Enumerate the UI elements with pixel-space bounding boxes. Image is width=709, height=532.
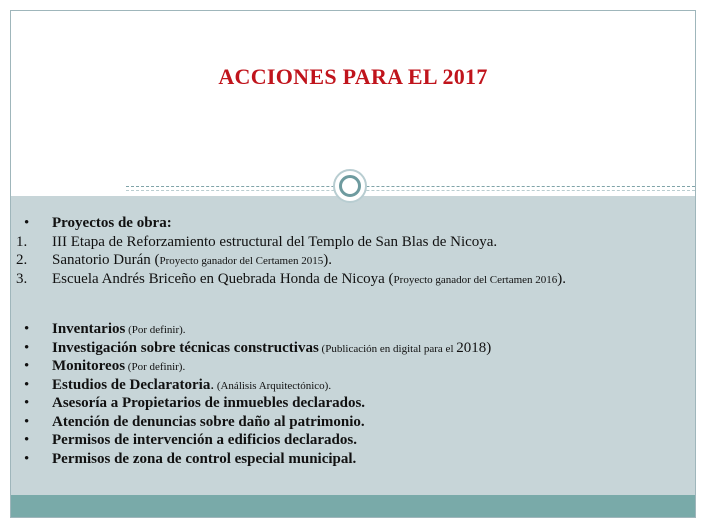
- section-heading: Proyectos de obra:: [52, 215, 172, 231]
- bullet-item: [16, 413, 676, 432]
- item-label: Atención de denuncias sobre daño al patrimonio.: [52, 413, 365, 430]
- bullet: •: [24, 321, 30, 337]
- divider-line-secondary: [126, 190, 695, 191]
- circle-ornament-inner: [339, 175, 361, 197]
- item-text-main: Escuela Andrés Briceño en Quebrada Honda de Nicoya (: [52, 270, 394, 287]
- item-text: [52, 270, 566, 290]
- slide-title: ACCIONES PARA EL 2017: [218, 64, 488, 89]
- bullet-item: [16, 376, 676, 395]
- bullet-item: [16, 357, 676, 376]
- item-note: Proyecto ganador del Certamen 2016: [393, 273, 558, 286]
- bullet-item: [16, 394, 676, 413]
- item-text: [52, 251, 332, 271]
- item-note: Proyecto ganador del Certamen 2015: [159, 255, 324, 267]
- title-area: [11, 11, 695, 186]
- bullet: •: [24, 432, 30, 448]
- bullet: •: [24, 358, 30, 374]
- bullet: •: [24, 376, 30, 393]
- bullet-item: [16, 339, 676, 358]
- item-text: [52, 357, 185, 377]
- item-note: (Análisis Arquitectónico).: [214, 379, 332, 392]
- item-label: Estudios de Declaratoria: [52, 376, 211, 393]
- item-number: 2.: [16, 252, 28, 268]
- item-label: Permisos de intervención a edificios declarados.: [52, 432, 357, 448]
- numbered-item: [16, 251, 676, 270]
- item-note: (Por definir).: [125, 361, 186, 373]
- body-text: [16, 214, 676, 468]
- item-tail: ).: [557, 270, 567, 287]
- item-text: [52, 233, 497, 252]
- footer-bar: [11, 495, 695, 517]
- bullet-item: [16, 320, 676, 339]
- bullet-item: [16, 450, 676, 469]
- item-label: Inventarios: [52, 321, 126, 337]
- section-heading-line: [16, 214, 676, 233]
- divider-line: [126, 186, 695, 187]
- item-label: Monitoreos: [52, 358, 126, 374]
- item-mid: .: [210, 376, 215, 393]
- item-note: (Por definir).: [125, 324, 186, 336]
- bullet: •: [24, 395, 30, 411]
- item-text-main: Sanatorio Durán (: [52, 252, 160, 268]
- item-tail: 2018): [456, 339, 492, 356]
- bullet: •: [24, 215, 30, 231]
- bullet: •: [24, 413, 30, 430]
- numbered-item: [16, 233, 676, 252]
- bullet: •: [24, 339, 30, 356]
- spacer: [16, 288, 676, 320]
- circle-ornament-icon: [333, 169, 367, 203]
- bullet: •: [24, 450, 30, 467]
- item-note: (Publicación en digital para el: [318, 342, 457, 355]
- item-label: Investigación sobre técnicas constructivas: [52, 339, 319, 356]
- numbered-item: [16, 270, 676, 289]
- item-text: [52, 376, 331, 396]
- item-label: Asesoría a Propietarios de inmuebles declarados.: [52, 395, 366, 411]
- item-number: 3.: [16, 270, 28, 287]
- item-text: [52, 320, 186, 340]
- item-text: [52, 339, 491, 359]
- item-number: 1.: [16, 233, 28, 250]
- item-text-main: III Etapa de Reforzamiento estructural del Templo de San Blas de Nicoya.: [52, 233, 498, 250]
- bullet-item: [16, 431, 676, 450]
- item-tail: ).: [323, 252, 332, 268]
- item-label: Permisos de zona de control especial municipal.: [52, 450, 357, 467]
